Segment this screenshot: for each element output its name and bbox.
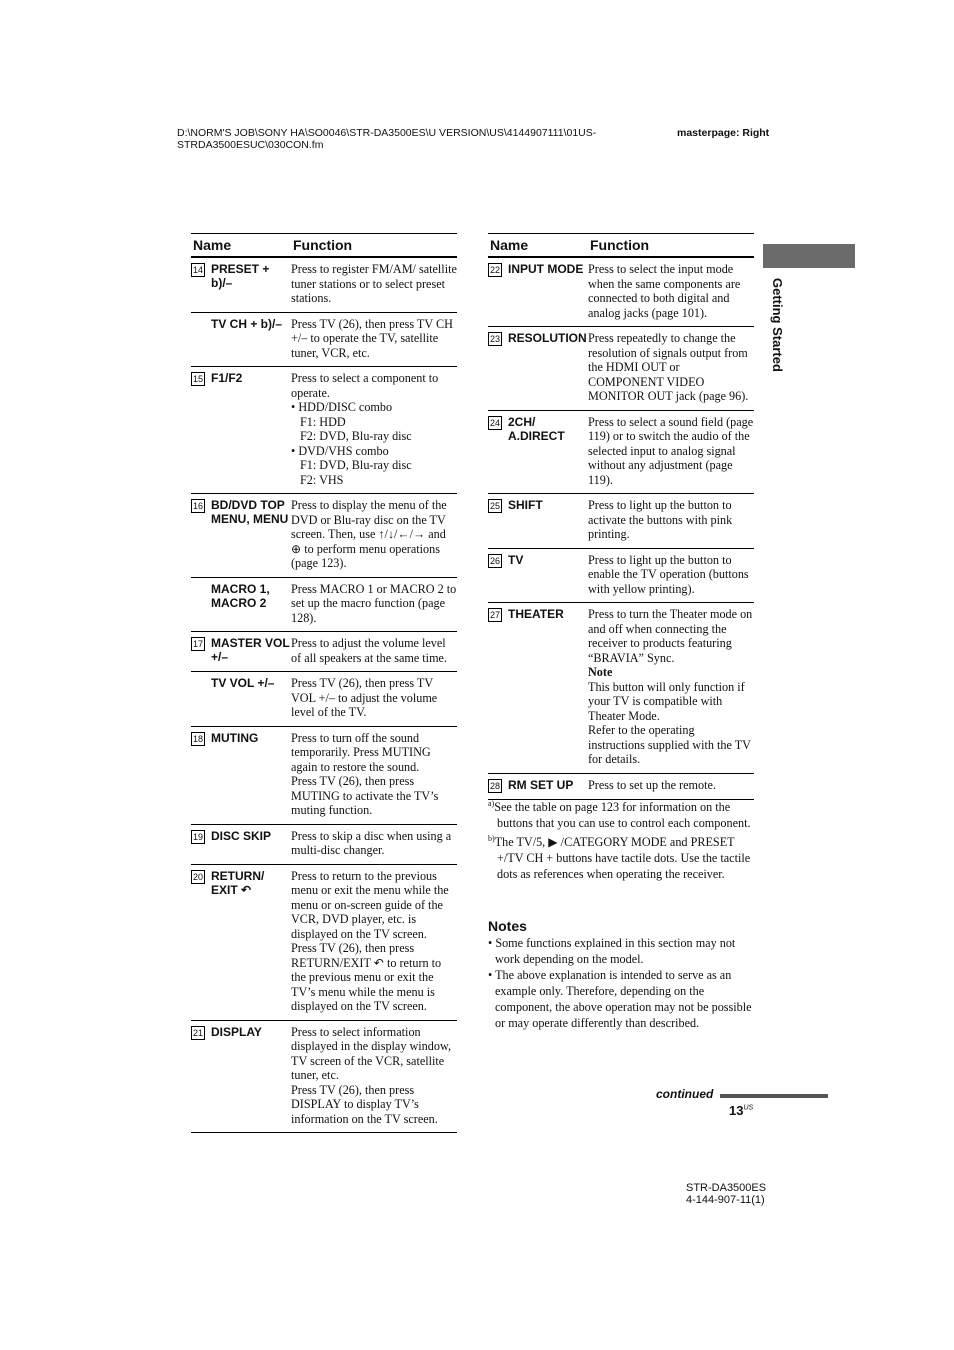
function-line: Press to return to the previous menu or exit the menu while the menu or on-screen guide of the VCR, DVD player, etc. is displayed on the TV screen. — [291, 868, 449, 941]
function-line: Press to turn off the sound temporarily. Press MUTING again to restore the sound. — [291, 730, 431, 774]
notes-list — [488, 935, 756, 1031]
function-table — [191, 233, 457, 1133]
function-line: Press repeatedly to change the resolution of signals output from the HDMI OUT or COMPONENT VIDEO MONITOR OUT jack (page 96). — [588, 331, 749, 403]
name-cell — [191, 726, 291, 824]
name-cell-content — [191, 636, 291, 664]
name-cell — [191, 1020, 291, 1133]
button-name: MASTER VOL +/– — [211, 636, 290, 664]
button-name: DISC SKIP — [211, 828, 272, 843]
function-line: Press to select a component to operate. — [291, 371, 439, 400]
function-line: Press to set up the remote. — [588, 777, 716, 792]
function-line: Press to register FM/AM/ satellite tuner stations or to select preset stations. — [291, 262, 457, 305]
item-number-badge: 25 — [489, 501, 500, 511]
function-line: • HDD/DISC combo — [291, 400, 393, 414]
table-row — [191, 577, 457, 632]
function-cell — [588, 327, 754, 411]
table-row — [191, 824, 457, 864]
model-info — [686, 1182, 766, 1206]
footnote-b: $^{b)}$The TV/5, ▶ /CATEGORY MODE and PRESET +/TV CH + buttons have tactile dots. Use the tactile dots as references when operating the receiver. — [488, 834, 751, 882]
table-row — [191, 494, 457, 578]
item-number-badge: 26 — [489, 555, 500, 566]
name-cell-content — [191, 829, 291, 844]
item-number-badge: 16 — [192, 501, 203, 511]
notes-heading: Notes — [488, 918, 527, 934]
function-line: Press to turn the Theater mode on and off when connecting the receiver to products featuring “BRAVIA” Sync. — [588, 607, 753, 665]
button-name: TV — [508, 552, 524, 567]
function-cell — [291, 312, 457, 367]
item-number-badge: 14 — [192, 265, 203, 275]
function-line: Press MACRO 1 or MACRO 2 to set up the macro function (page 128). — [291, 581, 457, 625]
name-cell-content — [191, 731, 291, 746]
function-line: Press TV (26), then press RETURN/EXIT ↶ to return to the previous menu or exit the TV’s menu while the menu is displayed on the TV screen. — [291, 941, 442, 1013]
button-name: INPUT MODE — [508, 262, 584, 276]
name-cell-content — [191, 371, 291, 386]
name-cell — [191, 632, 291, 672]
name-cell — [191, 367, 291, 494]
name-cell-content — [191, 869, 291, 897]
function-cell — [291, 577, 457, 632]
function-line: Press to light up the button to activate the buttons with pink printing. — [588, 498, 733, 541]
name-cell-content — [488, 607, 588, 622]
table-row — [488, 548, 754, 603]
item-number-badge: 27 — [489, 610, 500, 620]
button-name: 2CH/ A.DIRECT — [508, 414, 565, 443]
function-cell — [588, 410, 754, 494]
function-line: F2: VHS — [300, 472, 344, 487]
name-cell — [191, 824, 291, 864]
function-cell — [291, 726, 457, 824]
item-number-badge: 17 — [192, 639, 203, 649]
item-number-badge: 28 — [489, 780, 500, 791]
button-name: RETURN/ EXIT ↶ — [211, 868, 265, 897]
function-column-header: Function — [291, 234, 457, 258]
function-line: Press TV (26), then press DISPLAY to display TV’s information on the TV screen. — [291, 1082, 438, 1126]
name-cell — [191, 672, 291, 727]
function-cell — [291, 824, 457, 864]
function-line: Press to select a sound field (page 119) or to switch the audio of the selected input to analog signal without any adjustment (page 119). — [588, 414, 754, 487]
function-cell — [291, 494, 457, 578]
name-cell-content — [191, 582, 291, 610]
button-name: MUTING — [211, 730, 259, 745]
table-row — [191, 312, 457, 367]
function-line: Press to select information displayed in the display window, TV screen of the VCR, satellite tuner, etc. — [291, 1024, 451, 1082]
file-path-line-2: STRDA3500ESUC\030CON.fm — [177, 139, 324, 151]
footnote-a-text: See the table on page 123 for information on the buttons that you can use to control each component. — [494, 800, 751, 831]
function-line: Note — [588, 665, 613, 679]
button-name: PRESET + b)/– — [211, 262, 270, 290]
function-cell — [291, 367, 457, 494]
table-row — [191, 257, 457, 312]
button-name: THEATER — [508, 607, 564, 621]
table-row — [191, 632, 457, 672]
name-cell-content — [488, 262, 588, 277]
function-cell — [588, 494, 754, 549]
part-number: 4-144-907-11(1) — [686, 1194, 765, 1206]
name-cell — [488, 494, 588, 549]
continued-bar — [720, 1094, 828, 1098]
item-number-spacer — [191, 317, 211, 331]
name-cell — [191, 577, 291, 632]
name-cell-content — [488, 415, 588, 443]
name-cell — [488, 410, 588, 494]
button-name: F1/F2 — [211, 371, 243, 385]
name-cell-content — [488, 498, 588, 513]
function-line: Press TV (26), then press TV CH +/– to operate the TV, satellite tuner, VCR, etc. — [291, 316, 453, 360]
function-cell — [588, 603, 754, 774]
button-name: SHIFT — [508, 498, 543, 512]
right-table-body — [488, 257, 754, 799]
section-tab-label: Getting Started — [770, 278, 785, 372]
table-row — [191, 367, 457, 494]
footnote-b-text: The TV/5, ▶ /CATEGORY MODE and PRESET +/TV CH + buttons have tactile dots. Use the tactile dots as references when operating the receiver. — [494, 835, 751, 882]
item-number-badge: 18 — [192, 733, 203, 744]
note-item: • Some functions explained in this section may not work depending on the model. — [488, 936, 736, 966]
page-number-value: 13 — [729, 1103, 744, 1118]
item-number-spacer — [191, 582, 211, 610]
button-name: DISPLAY — [211, 1024, 262, 1039]
file-path-line-1: D:\NORM'S JOB\SONY HA\SO0046\STR-DA3500ES\U VERSION\US\4144907111\01US- — [177, 127, 597, 139]
name-cell — [488, 603, 588, 774]
table-row — [488, 494, 754, 549]
page-number — [729, 1103, 753, 1118]
page-number-suffix: US — [743, 1104, 754, 1112]
name-cell-content — [488, 331, 588, 346]
section-tab-marker — [763, 244, 855, 268]
table-row — [488, 410, 754, 494]
item-number-badge: 23 — [489, 334, 500, 344]
table-row — [488, 603, 754, 774]
function-line: Press to display the menu of the DVD or Blu-ray disc on the TV screen. Then, use ↑/↓/←/→ and ⊕ to perform menu operations (page 123). — [291, 498, 447, 570]
name-cell-content — [191, 317, 291, 331]
function-line: Press to select the input mode when the same components are connected to both digital and analog jacks (page 101). — [588, 262, 741, 320]
function-cell — [291, 672, 457, 727]
item-number-spacer — [191, 676, 211, 690]
function-line: F1: HDD — [300, 414, 346, 429]
name-cell — [191, 257, 291, 312]
table-row — [191, 1020, 457, 1133]
table-row — [488, 327, 754, 411]
name-cell — [488, 257, 588, 327]
item-number-badge: 15 — [192, 374, 203, 384]
function-line: • DVD/VHS combo — [291, 443, 389, 458]
name-cell-content — [488, 553, 588, 568]
item-number-badge: 19 — [192, 831, 203, 842]
button-name: BD/DVD TOP MENU, MENU — [211, 498, 289, 526]
note-item: • The above explanation is intended to serve as an example only. Therefore, depending on the component, the above operation may not be possible or may operate differently than described. — [488, 968, 752, 1030]
function-line: Press to skip a disc when using a multi-disc changer. — [291, 828, 452, 857]
function-line: Press to light up the button to enable the TV operation (buttons with yellow printing). — [588, 552, 749, 596]
function-line: F2: DVD, Blu-ray disc — [300, 429, 412, 443]
name-cell — [191, 312, 291, 367]
function-column-header: Function — [588, 234, 754, 258]
function-cell — [291, 1020, 457, 1133]
name-cell — [488, 327, 588, 411]
file-path-header — [177, 127, 647, 151]
table-row — [488, 257, 754, 327]
button-name: MACRO 1, MACRO 2 — [211, 581, 270, 610]
button-name: TV CH + b)/– — [211, 316, 283, 331]
masterpage-label: masterpage: Right — [677, 127, 770, 139]
name-cell-content — [488, 778, 588, 793]
button-name: RESOLUTION — [508, 331, 587, 345]
name-cell — [488, 548, 588, 603]
table-row — [191, 672, 457, 727]
name-column-header: Name — [488, 234, 588, 258]
function-line: Press to adjust the volume level of all speakers at the same time. — [291, 636, 448, 665]
button-name: RM SET UP — [508, 777, 574, 792]
function-table — [488, 233, 754, 800]
function-line: Refer to the operating instructions supplied with the TV for details. — [588, 723, 751, 766]
name-cell — [191, 494, 291, 578]
function-cell — [291, 257, 457, 312]
name-column-header: Name — [191, 234, 291, 258]
name-cell-content — [191, 262, 291, 290]
function-cell — [588, 548, 754, 603]
left-function-table — [191, 233, 457, 1133]
function-cell — [291, 632, 457, 672]
table-row — [191, 864, 457, 1020]
item-number-badge: 24 — [489, 417, 500, 428]
function-line: Press TV (26), then press MUTING to activate the TV’s muting function. — [291, 774, 439, 817]
function-cell — [588, 257, 754, 327]
name-cell — [191, 864, 291, 1020]
continued-label: continued — [656, 1087, 714, 1101]
item-number-badge: 22 — [489, 265, 500, 275]
function-line: F1: DVD, Blu-ray disc — [300, 458, 412, 472]
footnote-a: $^{a)}$See the table on page 123 for information on the buttons that you can use to control each component. — [488, 799, 751, 831]
item-number-badge: 21 — [192, 1027, 203, 1038]
table-row — [191, 726, 457, 824]
function-line: This button will only function if your TV is compatible with Theater Mode. — [588, 679, 745, 723]
button-name: TV VOL +/– — [211, 676, 275, 690]
name-cell-content — [191, 676, 291, 690]
function-cell — [291, 864, 457, 1020]
footnotes — [488, 796, 756, 882]
name-cell-content — [191, 498, 291, 526]
item-number-badge: 20 — [192, 871, 203, 882]
left-table-body — [191, 257, 457, 1133]
right-function-table — [488, 233, 754, 800]
function-line: Press TV (26), then press TV VOL +/– to adjust the volume level of the TV. — [291, 676, 438, 719]
model-name: STR-DA3500ES — [686, 1182, 767, 1194]
name-cell-content — [191, 1025, 291, 1040]
